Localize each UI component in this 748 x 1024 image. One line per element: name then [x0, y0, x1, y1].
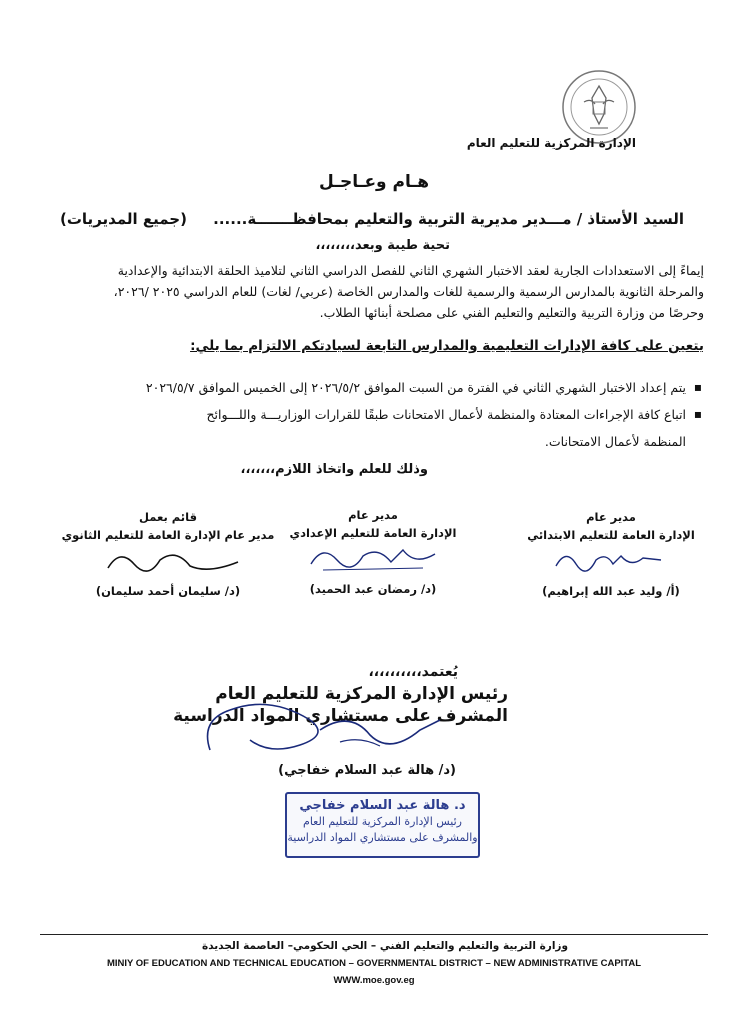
directive-heading: يتعين على كافة الإدارات التعليمية والمدارس التابعة لسيادتكم الالتزام بما يلي:: [190, 338, 704, 354]
signatory-title: مدير عام: [348, 508, 398, 522]
approval-name: (د/ هالة عبد السلام خفاجي): [278, 763, 456, 778]
signatory-title: مدير عام: [586, 510, 636, 524]
signature-scribble-icon: [551, 546, 671, 576]
footer-divider: [40, 934, 708, 935]
intro-paragraph: [40, 260, 704, 323]
approval-label: يُعتمد،،،،،،،،،،: [368, 664, 458, 680]
footer-website: WWW.moe.gov.eg: [333, 975, 415, 986]
stamp-line: د. هالة عبد السلام خفاجي: [299, 798, 466, 813]
intro-line: والمرحلة الثانوية بالمدارس الرسمية والرسمية للغات والمدارس الخاصة (عربي/ لغات) للعام الدراسي ٢٠٢٥ /٢٠٢٦،: [113, 284, 704, 299]
signature-scribble-icon: [303, 538, 443, 576]
approval-title: رئيس الإدارة المركزية للتعليم العام: [215, 684, 508, 704]
intro-line: وحرصًا من وزارة التربية والتعليم والتعليم الفني على مصلحة أبنائها الطلاب.: [319, 305, 704, 320]
salutation-line: [60, 210, 684, 228]
signature-block-preparatory: [273, 508, 473, 596]
signatory-unit: مدير عام الإدارة العامة للتعليم الثانوي: [61, 528, 275, 542]
footer-arabic-address: وزارة التربية والتعليم والتعليم الفني – الحي الحكومي– العاصمة الجديدة: [202, 940, 568, 952]
department-name: الإدارة المركزية للتعليم العام: [466, 136, 636, 150]
footer-english-address: MINIY OF EDUCATION AND TECHNICAL EDUCATION – GOVERNMENTAL DISTRICT – NEW ADMINISTRATIVE CAPITAL: [106, 958, 642, 969]
signature-scribble-icon: [98, 544, 248, 578]
approval-signature-icon: [190, 690, 460, 770]
urgent-heading: هـام وعـاجـل: [319, 172, 429, 192]
list-item-continuation: المنظمة لأعمال الامتحانات.: [544, 434, 686, 449]
closing-line: وذلك للعلم واتخاذ اللازم،،،،،،،: [240, 462, 428, 477]
addressee: السيد الأستاذ / مـــدير مديرية التربية والتعليم بمحافظـــــــة......: [213, 210, 684, 228]
list-item: ▪ يتم إعداد الاختبار الشهري الثاني في الفترة من السبت الموافق ٢٠٢٦/٥/٢ إلى الخميس الموافق ٢٠٢٦/٥/٧: [50, 374, 686, 401]
instructions-list: [50, 374, 704, 455]
ministry-seal-icon: [560, 68, 638, 146]
signatory-name: (د/ رمضان عبد الحميد): [309, 582, 437, 596]
greeting: تحية طيبة وبعد،،،،،،،،: [315, 238, 450, 253]
signature-block-secondary: [48, 510, 288, 598]
signatory-unit: الإدارة العامة للتعليم الابتدائي: [527, 528, 695, 542]
official-stamp: [285, 792, 480, 858]
intro-line: إيماءً إلى الاستعدادات الجارية لعقد الاختبار الشهري الثاني للفصل الدراسي الثاني لتلاميذ الحلقة الابتدائية والإعدادية: [117, 263, 704, 278]
signatory-name: (د/ سليمان أحمد سليمان): [95, 584, 241, 598]
addressee-scope: (جميع المديريات): [60, 210, 187, 228]
signatory-unit: الإدارة العامة للتعليم الإعدادي: [289, 526, 457, 540]
stamp-line: والمشرف على مستشاري المواد الدراسية: [287, 831, 478, 844]
signature-block-primary: [516, 510, 706, 598]
list-item: ▪ اتباع كافة الإجراءات المعتادة والمنظمة لأعمال الامتحانات طبقًا للقرارات الوزاريـــة واللـــوائح: [50, 401, 686, 428]
signatory-title: قائم بعمل: [139, 510, 197, 524]
signatory-name: (أ/ وليد عبد الله إبراهيم): [542, 584, 680, 598]
approval-title: المشرف على مستشاري المواد الدراسية: [173, 706, 508, 726]
stamp-line: رئيس الإدارة المركزية للتعليم العام: [303, 815, 462, 828]
